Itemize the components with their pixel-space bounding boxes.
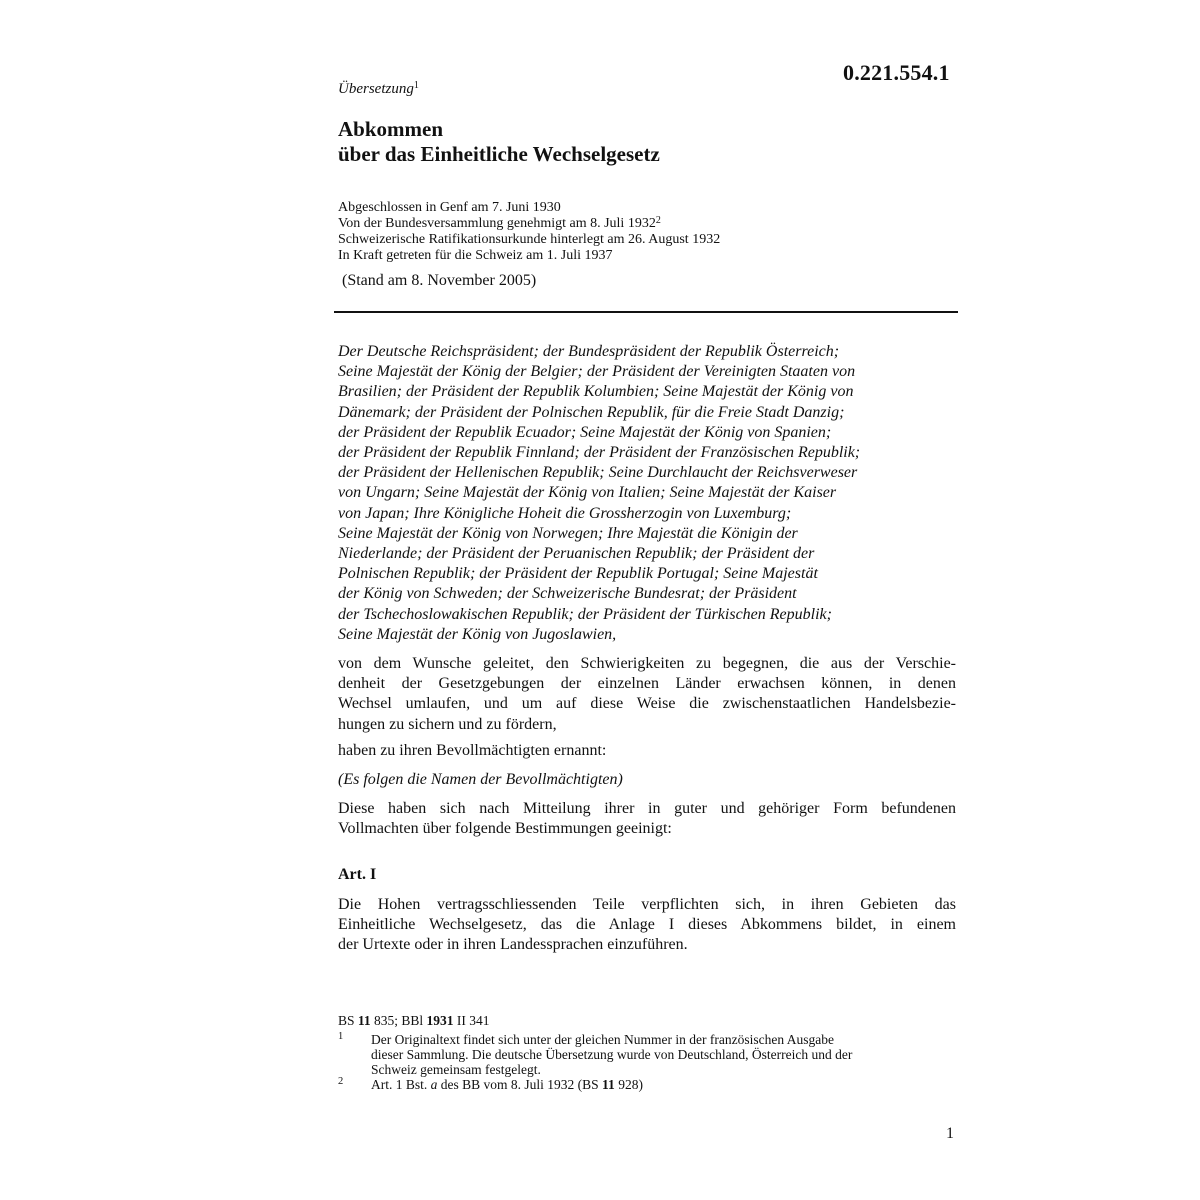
- parties-line: der Präsident der Hellenischen Republik; Seine Durchlaucht der Reichsverweser: [338, 464, 858, 482]
- paragraph-line: Die Hohen vertragsschliessenden Teile verpflichten sich, in ihren Gebieten das: [338, 896, 956, 913]
- parties-line: Polnischen Republik; der Präsident der Republik Portugal; Seine Majestät: [338, 565, 818, 583]
- paragraph-line: Einheitliche Wechselgesetz, das die Anlage I dieses Abkommens bildet, in einem: [338, 916, 956, 934]
- approval-text: Von der Bundesversammlung genehmigt am 8. Juli 1932: [338, 216, 656, 231]
- parties-line: der König von Schweden; der Schweizerische Bundesrat; der Präsident: [338, 585, 797, 603]
- ratification-date: Schweizerische Ratifikationsurkunde hinterlegt am 26. August 1932: [338, 232, 721, 247]
- title-line-2: über das Einheitliche Wechselgesetz: [338, 142, 660, 166]
- parties-line: Der Deutsche Reichspräsident; der Bundespräsident der Republik Österreich;: [338, 343, 840, 360]
- paragraph-line: hungen zu sichern und zu fördern,: [338, 715, 557, 733]
- sr-number: 0.221.554.1: [843, 60, 950, 85]
- footnote-2: [338, 1077, 958, 1092]
- source-reference: [338, 1013, 958, 1028]
- preamble-names-note: (Es folgen die Namen der Bevollmächtigten): [338, 771, 623, 788]
- footnote-line: Der Originaltext findet sich unter der gleichen Nummer in der französischen Ausgabe: [371, 1032, 834, 1047]
- page-number: 1: [946, 1125, 954, 1142]
- ref-bbl-year: 1931: [426, 1013, 454, 1028]
- paragraph-line: der Urtexte oder in ihren Landessprachen einzuführen.: [338, 936, 688, 954]
- contracting-parties: [338, 342, 958, 645]
- parties-line: der Tschechoslowakischen Republik; der Präsident der Türkischen Republik;: [338, 605, 832, 623]
- translation-label: [338, 80, 419, 98]
- ref-bs-volume: 11: [357, 1013, 371, 1028]
- parties-line: Seine Majestät der König von Norwegen; Ihre Majestät die Königin der: [338, 524, 798, 542]
- parties-line: der Präsident der Republik Ecuador; Seine Majestät der König von Spanien;: [338, 423, 832, 441]
- paragraph-line: Wechsel umlaufen, und um auf diese Weise die zwischenstaatlichen Handelsbezie-: [338, 695, 956, 713]
- document-title: [338, 117, 958, 167]
- concluded-date: Abgeschlossen in Genf am 7. Juni 1930: [338, 200, 561, 215]
- paragraph-line: denheit der Gesetzgebungen der einzelnen Länder erwachsen können, in denen: [338, 675, 956, 693]
- paragraph-line: Diese haben sich nach Mitteilung ihrer in guter und gehöriger Form befundenen: [338, 800, 956, 817]
- parties-line: Niederlande; der Präsident der Peruanischen Republik; der Präsident der: [338, 545, 815, 563]
- fn2-volume: 11: [602, 1077, 615, 1092]
- header-divider: [334, 311, 958, 313]
- paragraph-line: von dem Wunsche geleitet, den Schwierigkeiten zu begegnen, die aus der Verschie-: [338, 655, 956, 672]
- parties-line: von Ungarn; Seine Majestät der König von Italien; Seine Majestät der Kaiser: [338, 484, 837, 502]
- fn2-post: 928): [614, 1077, 643, 1092]
- ref-bbl-rest: II 341: [453, 1013, 490, 1028]
- ref-bs-page: 835; BBl: [370, 1013, 427, 1028]
- preamble-wish-paragraph: [338, 654, 956, 735]
- title-line-1: Abkommen: [338, 117, 444, 141]
- article-1-heading: Art. I: [338, 866, 377, 883]
- footnote-ref-2: 2: [655, 215, 661, 226]
- preamble-appointed: haben zu ihren Bevollmächtigten ernannt:: [338, 742, 607, 759]
- translation-label-text: Übersetzung: [338, 81, 414, 97]
- footnote-line: dieser Sammlung. Die deutsche Übersetzung wurde von Deutschland, Österreich und der: [371, 1047, 853, 1062]
- parties-line: Seine Majestät der König der Belgier; der Präsident der Vereinigten Staaten von: [338, 363, 856, 381]
- footnote-number: 1: [338, 1031, 344, 1042]
- approval-date: [338, 216, 720, 232]
- parties-line: Seine Majestät der König von Jugoslawien,: [338, 625, 617, 643]
- status-date: (Stand am 8. November 2005): [342, 272, 537, 289]
- parties-line: Brasilien; der Präsident der Republik Kolumbien; Seine Majestät der König von: [338, 383, 854, 401]
- footnote-ref-1: 1: [413, 80, 419, 91]
- document-metadata: [338, 200, 720, 264]
- footnote-number: 2: [338, 1076, 344, 1087]
- preamble-agreed-paragraph: [338, 799, 956, 839]
- footnote-1: [338, 1032, 958, 1077]
- parties-line: von Japan; Ihre Königliche Hoheit die Grossherzogin von Luxemburg;: [338, 504, 792, 522]
- parties-line: der Präsident der Republik Finnland; der Präsident der Französischen Republik;: [338, 444, 861, 462]
- footnote-line: Schweiz gemeinsam festgelegt.: [371, 1062, 541, 1077]
- article-1-text: [338, 895, 956, 956]
- fn2-mid: des BB vom 8. Juli 1932 (BS: [437, 1077, 603, 1092]
- fn2-letter: a: [430, 1077, 438, 1092]
- fn2-pre: Art. 1 Bst.: [371, 1077, 431, 1092]
- footnote-line: [371, 1077, 958, 1092]
- parties-line: Dänemark; der Präsident der Polnischen Republik, für die Freie Stadt Danzig;: [338, 403, 845, 421]
- paragraph-line: Vollmachten über folgende Bestimmungen geeinigt:: [338, 820, 672, 838]
- footnotes: [338, 1013, 958, 1092]
- in-force-date: In Kraft getreten für die Schweiz am 1. Juli 1937: [338, 248, 613, 263]
- ref-bs: BS: [338, 1013, 358, 1028]
